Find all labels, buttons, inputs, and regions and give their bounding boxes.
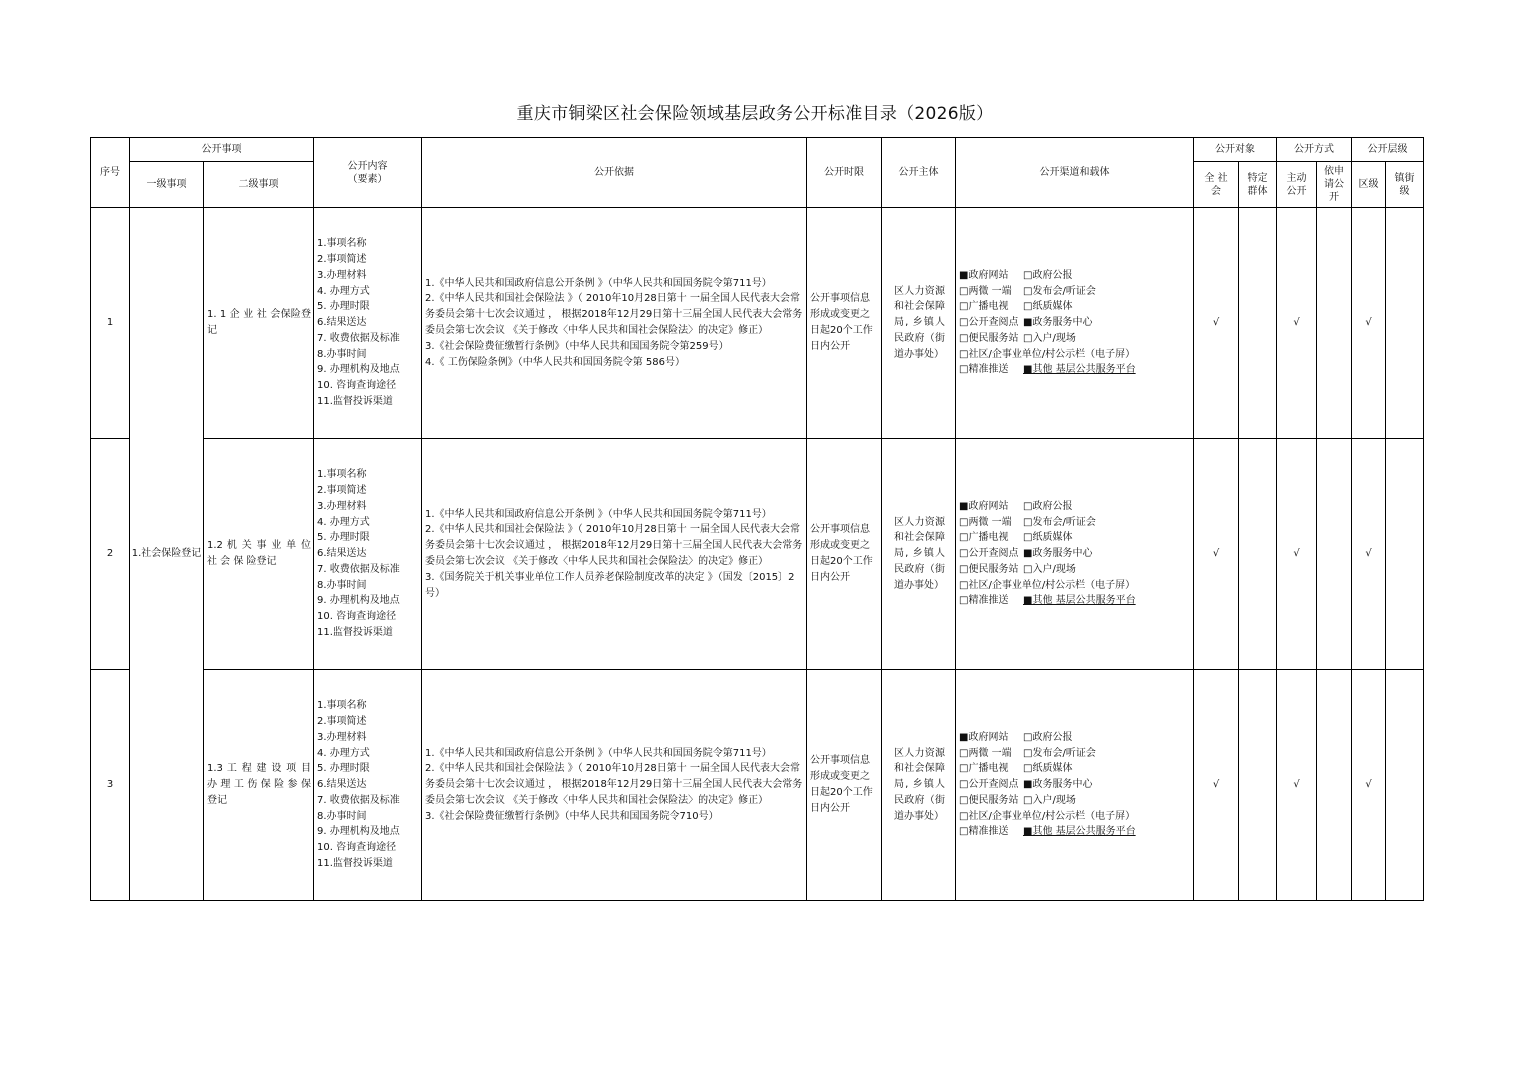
check-method-apply bbox=[1317, 670, 1352, 901]
channel-item: □精准推送 bbox=[959, 364, 1009, 376]
header-content-sub: （要素） bbox=[347, 173, 388, 185]
channels bbox=[956, 439, 1194, 670]
header-basis: 公开依据 bbox=[422, 138, 807, 208]
channel-item: ■其他 基层公共服务平台 bbox=[1023, 826, 1136, 838]
header-content bbox=[314, 138, 422, 208]
channel-item: □两微 一端 bbox=[959, 285, 1012, 297]
content-item: 11.监督投诉渠道 bbox=[317, 627, 393, 639]
channel-line bbox=[959, 362, 1191, 378]
channel-item: ■其他 基层公共服务平台 bbox=[1023, 364, 1136, 376]
channel-line bbox=[959, 777, 1191, 793]
channel-item: □纸质媒体 bbox=[1023, 301, 1073, 313]
header-level: 公开层级 bbox=[1352, 138, 1424, 162]
content-item: 1.事项名称 bbox=[317, 700, 367, 712]
channel-line bbox=[959, 809, 1191, 825]
header-matter: 公开事项 bbox=[130, 138, 314, 162]
channel-line bbox=[959, 530, 1191, 546]
header-level1: 一级事项 bbox=[130, 162, 204, 208]
basis-item: 3.《国务院关于机关事业单位工作人员养老保险制度改革的决定 》（国发〔2015〕2号） bbox=[425, 571, 795, 599]
check-target-all: √ bbox=[1194, 439, 1239, 670]
header-time: 公开时限 bbox=[807, 138, 882, 208]
content-item: 6.结果送达 bbox=[317, 317, 367, 329]
page-title: 重庆市铜梁区社会保险领域基层政务公开标准目录（2026版） bbox=[516, 104, 994, 124]
channel-item: □精准推送 bbox=[959, 595, 1009, 607]
content-item: 3.办理材料 bbox=[317, 731, 367, 743]
check-method-active: √ bbox=[1277, 208, 1317, 439]
basis-text bbox=[422, 670, 807, 901]
channel-item: □纸质媒体 bbox=[1023, 763, 1073, 775]
table-row bbox=[91, 439, 1424, 670]
content-item: 2.事项简述 bbox=[317, 484, 367, 496]
channel-line bbox=[959, 593, 1191, 609]
channels bbox=[956, 670, 1194, 901]
basis-item: 3.《社会保险费征缴暂行条例》（中华人民共和国国务院令第259号） bbox=[425, 340, 729, 352]
channel-item: ■政务服务中心 bbox=[1023, 779, 1093, 791]
channel-line bbox=[959, 824, 1191, 840]
content-item: 9. 办理机构及地点 bbox=[317, 826, 400, 838]
table-row bbox=[91, 208, 1424, 439]
channel-line bbox=[959, 761, 1191, 777]
channel-item: □便民服务站 bbox=[959, 563, 1019, 575]
channel-item: □两微 一端 bbox=[959, 516, 1012, 528]
channel-item: □广播电视 bbox=[959, 532, 1009, 544]
content-item: 5. 办理时限 bbox=[317, 532, 370, 544]
channel-line bbox=[959, 347, 1191, 363]
header-channel: 公开渠道和载体 bbox=[956, 138, 1194, 208]
basis-item: 4.《 工伤保险条例》（中华人民共和国国务院令第 586号） bbox=[425, 356, 685, 368]
level2-matter: 1. 1 企 业 社 会保险登记 bbox=[204, 208, 314, 439]
channel-item: ■政府网站 bbox=[959, 269, 1009, 281]
channel-item: □公开查阅点 bbox=[959, 317, 1019, 329]
content-item: 11.监督投诉渠道 bbox=[317, 858, 393, 870]
check-target-group bbox=[1239, 439, 1277, 670]
content-item: 11.监督投诉渠道 bbox=[317, 396, 393, 408]
time-limit: 公开事项信息形成或变更之日起20个工作日内公开 bbox=[807, 208, 882, 439]
channel-item: □政府公报 bbox=[1023, 500, 1073, 512]
channel-item: □便民服务站 bbox=[959, 794, 1019, 806]
header-subject: 公开主体 bbox=[882, 138, 956, 208]
check-level-town bbox=[1386, 208, 1424, 439]
header-level-district: 区级 bbox=[1352, 162, 1386, 208]
channel-line bbox=[959, 268, 1191, 284]
channel-line bbox=[959, 284, 1191, 300]
channel-line bbox=[959, 299, 1191, 315]
channel-item: □入户/现场 bbox=[1023, 563, 1076, 575]
content-item: 4. 办理方式 bbox=[317, 285, 370, 297]
basis-text bbox=[422, 208, 807, 439]
channel-item: □纸质媒体 bbox=[1023, 532, 1073, 544]
check-target-all: √ bbox=[1194, 670, 1239, 901]
channel-line bbox=[959, 562, 1191, 578]
level2-matter: 1.3 工 程 建 设 项 目 办 理 工 伤 保 险 参 保 登记 bbox=[204, 670, 314, 901]
basis-item: 1.《中华人民共和国政府信息公开条例 》（中华人民共和国国务院令第711号） bbox=[425, 747, 772, 759]
channel-item: □政府公报 bbox=[1023, 731, 1073, 743]
channel-item: ■政府网站 bbox=[959, 731, 1009, 743]
channel-item: □社区/企事业单位/村公示栏（电子屏） bbox=[959, 810, 1136, 822]
check-method-active: √ bbox=[1277, 670, 1317, 901]
content-item: 10. 咨询查询途径 bbox=[317, 611, 397, 623]
content-item: 2.事项简述 bbox=[317, 253, 367, 265]
content-item: 5. 办理时限 bbox=[317, 301, 370, 313]
level1-matter: 1.社会保险登记 bbox=[130, 208, 204, 901]
basis-item: 1.《中华人民共和国政府信息公开条例 》（中华人民共和国国务院令第711号） bbox=[425, 277, 772, 289]
channel-item: ■其他 基层公共服务平台 bbox=[1023, 595, 1136, 607]
header-level2: 二级事项 bbox=[204, 162, 314, 208]
row-seq: 1 bbox=[91, 208, 130, 439]
content-item: 10. 咨询查询途径 bbox=[317, 842, 397, 854]
content-item: 2.事项简述 bbox=[317, 715, 367, 727]
basis-item: 2.《中华人民共和国社会保险法 》（ 2010年10月28日第十 一届全国人民代表大会常务委员会第十七次会议通过 ， 根据2018年12月29日第十三届全国人民代表大会常务委员会第七次会议 《关于修改〈中华人民共和国社会保险法〉的决定》修正） bbox=[425, 524, 803, 567]
basis-text bbox=[422, 439, 807, 670]
content-item: 1.事项名称 bbox=[317, 469, 367, 481]
check-level-district: √ bbox=[1352, 670, 1386, 901]
channel-line bbox=[959, 546, 1191, 562]
channel-line bbox=[959, 793, 1191, 809]
content-item: 9. 办理机构及地点 bbox=[317, 595, 400, 607]
content-item: 8.办事时间 bbox=[317, 810, 367, 822]
content-item: 1.事项名称 bbox=[317, 238, 367, 250]
channel-item: □入户/现场 bbox=[1023, 794, 1076, 806]
row-seq: 3 bbox=[91, 670, 130, 901]
channel-item: □广播电视 bbox=[959, 763, 1009, 775]
content-item: 9. 办理机构及地点 bbox=[317, 364, 400, 376]
channels bbox=[956, 208, 1194, 439]
header-seq: 序号 bbox=[91, 138, 130, 208]
header-target-group: 特定群体 bbox=[1239, 162, 1277, 208]
channel-item: □发布会/听证会 bbox=[1023, 747, 1096, 759]
content-item: 4. 办理方式 bbox=[317, 747, 370, 759]
channel-item: □便民服务站 bbox=[959, 332, 1019, 344]
basis-item: 2.《中华人民共和国社会保险法 》（ 2010年10月28日第十 一届全国人民代表大会常务委员会第十七次会议通过 ， 根据2018年12月29日第十三届全国人民代表大会常务委员会第七次会议 《关于修改〈中华人民共和国社会保险法〉的决定》修正） bbox=[425, 763, 803, 806]
time-limit: 公开事项信息形成或变更之日起20个工作日内公开 bbox=[807, 670, 882, 901]
check-method-apply bbox=[1317, 439, 1352, 670]
header-method-apply: 依申请公开 bbox=[1317, 162, 1352, 208]
content-item: 8.办事时间 bbox=[317, 579, 367, 591]
content-item: 5. 办理时限 bbox=[317, 763, 370, 775]
channel-item: □发布会/听证会 bbox=[1023, 285, 1096, 297]
channel-item: □政府公报 bbox=[1023, 269, 1073, 281]
channel-line bbox=[959, 730, 1191, 746]
channel-item: ■政府网站 bbox=[959, 500, 1009, 512]
channel-item: ■政务服务中心 bbox=[1023, 548, 1093, 560]
channel-item: □两微 一端 bbox=[959, 747, 1012, 759]
header-method: 公开方式 bbox=[1277, 138, 1352, 162]
channel-item: □社区/企事业单位/村公示栏（电子屏） bbox=[959, 348, 1136, 360]
header-content-label: 公开内容 bbox=[347, 160, 388, 172]
channel-item: □社区/企事业单位/村公示栏（电子屏） bbox=[959, 579, 1136, 591]
check-target-group bbox=[1239, 208, 1277, 439]
channel-line bbox=[959, 315, 1191, 331]
check-target-group bbox=[1239, 670, 1277, 901]
table-row bbox=[91, 670, 1424, 901]
content-item: 10. 咨询查询途径 bbox=[317, 380, 397, 392]
content-item: 3.办理材料 bbox=[317, 500, 367, 512]
basis-item: 2.《中华人民共和国社会保险法 》（ 2010年10月28日第十 一届全国人民代表大会常务委员会第十七次会议通过 ， 根据2018年12月29日第十三届全国人民代表大会常务委员会第七次会议 《关于修改〈中华人民共和国社会保险法〉的决定》修正） bbox=[425, 293, 803, 336]
check-level-district: √ bbox=[1352, 439, 1386, 670]
content-item: 8.办事时间 bbox=[317, 348, 367, 360]
channel-line bbox=[959, 746, 1191, 762]
channel-item: ■政务服务中心 bbox=[1023, 317, 1093, 329]
row-seq: 2 bbox=[91, 439, 130, 670]
content-item: 4. 办理方式 bbox=[317, 516, 370, 528]
content-item: 7. 收费依据及标准 bbox=[317, 563, 400, 575]
header-target-all: 全 社 会 bbox=[1194, 162, 1239, 208]
level2-matter: 1.2 机 关 事 业 单 位 社 会 保 险登记 bbox=[204, 439, 314, 670]
content-item: 7. 收费依据及标准 bbox=[317, 332, 400, 344]
check-level-town bbox=[1386, 439, 1424, 670]
content-item: 6.结果送达 bbox=[317, 779, 367, 791]
header-target: 公开对象 bbox=[1194, 138, 1277, 162]
channel-line bbox=[959, 499, 1191, 515]
channel-item: □广播电视 bbox=[959, 301, 1009, 313]
subject: 区人力资源和社会保障局, 乡镇人民政府（街道办事处） bbox=[882, 208, 956, 439]
content-item: 7. 收费依据及标准 bbox=[317, 794, 400, 806]
channel-item: □发布会/听证会 bbox=[1023, 516, 1096, 528]
channel-item: □公开查阅点 bbox=[959, 548, 1019, 560]
basis-item: 1.《中华人民共和国政府信息公开条例 》（中华人民共和国国务院令第711号） bbox=[425, 508, 772, 520]
content-elements bbox=[314, 439, 422, 670]
channel-item: □入户/现场 bbox=[1023, 332, 1076, 344]
subject: 区人力资源和社会保障局, 乡镇人民政府（街道办事处） bbox=[882, 439, 956, 670]
time-limit: 公开事项信息形成或变更之日起20个工作日内公开 bbox=[807, 439, 882, 670]
catalog-table bbox=[90, 137, 1424, 901]
header-method-active: 主动公开 bbox=[1277, 162, 1317, 208]
check-method-active: √ bbox=[1277, 439, 1317, 670]
check-target-all: √ bbox=[1194, 208, 1239, 439]
basis-item: 3.《社会保险费征缴暂行条例》（中华人民共和国国务院令710号） bbox=[425, 810, 719, 822]
header-level-town: 镇街级 bbox=[1386, 162, 1424, 208]
channel-line bbox=[959, 331, 1191, 347]
subject: 区人力资源和社会保障局, 乡镇人民政府（街道办事处） bbox=[882, 670, 956, 901]
content-elements bbox=[314, 670, 422, 901]
check-level-town bbox=[1386, 670, 1424, 901]
check-level-district: √ bbox=[1352, 208, 1386, 439]
content-item: 3.办理材料 bbox=[317, 269, 367, 281]
content-item: 6.结果送达 bbox=[317, 548, 367, 560]
channel-line bbox=[959, 515, 1191, 531]
content-elements bbox=[314, 208, 422, 439]
check-method-apply bbox=[1317, 208, 1352, 439]
channel-item: □精准推送 bbox=[959, 826, 1009, 838]
channel-line bbox=[959, 578, 1191, 594]
channel-item: □公开查阅点 bbox=[959, 779, 1019, 791]
